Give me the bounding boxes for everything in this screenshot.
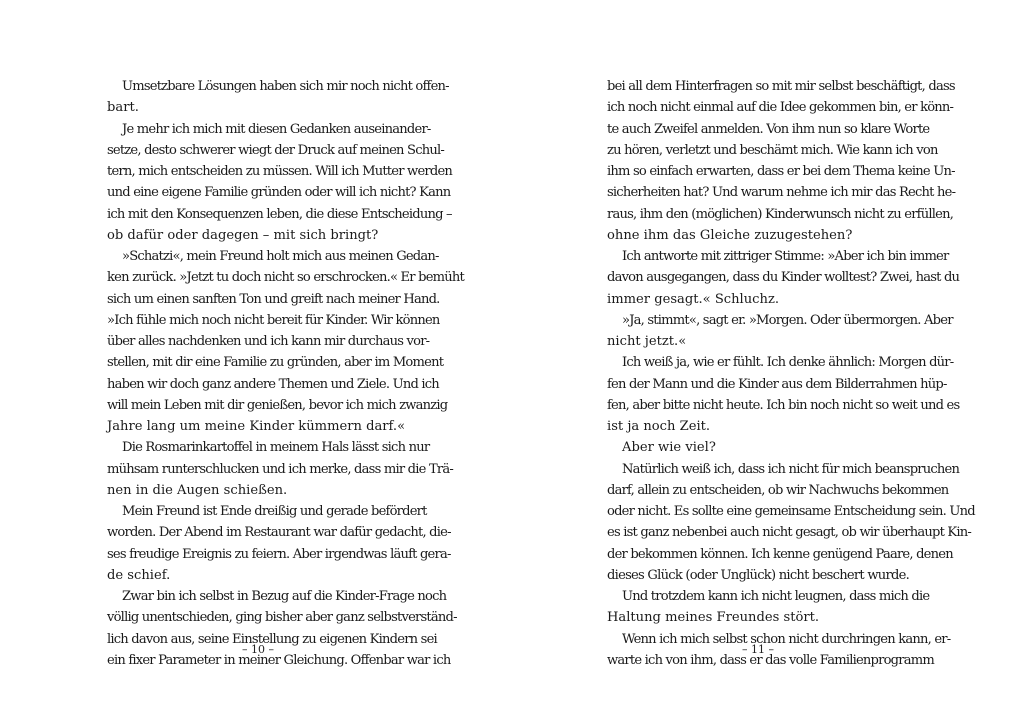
text-line: fen, aber bitte nicht heute. Ich bin noch nicht so weit und es <box>607 397 960 413</box>
text-line: tern, mich entscheiden zu müssen. Will ich Mutter werden <box>107 164 453 179</box>
text-line: te auch Zweifel anmelden. Von ihm nun so klare Worte <box>607 121 930 137</box>
text-line: »Schatzi«, mein Freund holt mich aus meinen Gedan- <box>122 249 439 264</box>
text-line: davon ausgegangen, dass du Kinder wolltest? Zwei, hast du <box>607 270 960 286</box>
text-line: ich mit den Konsequenzen leben, die diese Entscheidung – <box>107 206 452 222</box>
text-line: Wenn ich mich selbst schon nicht durchringen kann, er- <box>622 631 951 647</box>
text-line: ich noch nicht einmal auf die Idee gekommen bin, er könn- <box>607 100 954 116</box>
text-line: raus, ihm den (möglichen) Kinderwunsch nicht zu erfüllen, <box>607 206 954 222</box>
text-line: ihm so einfach erwarten, dass er bei dem Thema keine Un- <box>607 164 955 179</box>
text-line: mühsam runterschlucken und ich merke, dass mir die Trä- <box>107 461 453 477</box>
text-line: Zwar bin ich selbst in Bezug auf die Kinder-Frage noch <box>122 589 447 604</box>
text-line: lich davon aus, seine Einstellung zu eigenen Kindern sei <box>107 631 437 647</box>
text-line: sicherheiten hat? Und warum nehme ich mir das Recht he- <box>607 185 956 201</box>
text-line: nicht jetzt.« <box>607 334 687 349</box>
text-line: stellen, mit dir eine Familie zu gründen, aber im Moment <box>107 355 444 371</box>
left-page-text <box>107 76 464 671</box>
text-line: fen der Mann und die Kinder aus dem Bilderrahmen hüp- <box>607 376 947 392</box>
text-line: über alles nachdenken und ich kann mir durchaus vor- <box>107 334 430 349</box>
text-line: nen in die Augen schießen. <box>107 482 288 498</box>
text-line: sich um einen sanften Ton und greift nach meiner Hand. <box>107 291 440 307</box>
right-page-number: – 11 – <box>742 643 774 656</box>
text-line: völlig unentschieden, ging bisher aber ganz selbstverständ- <box>107 610 457 626</box>
text-line: Haltung meines Freundes stört. <box>607 610 820 626</box>
text-line: ob dafür oder dagegen – mit sich bringt? <box>107 227 379 243</box>
text-line: »Ja, stimmt«, sagt er. »Morgen. Oder übermorgen. Aber <box>622 312 953 328</box>
text-line: darf, allein zu entscheiden, ob wir Nachwuchs bekommen <box>607 482 949 498</box>
text-line: dieses Glück (oder Unglück) nicht beschert wurde. <box>607 567 910 583</box>
text-line: haben wir doch ganz andere Themen und Ziele. Und ich <box>107 376 439 392</box>
text-line: immer gesagt.« Schluchz. <box>607 291 780 307</box>
text-line: es ist ganz nebenbei auch nicht gesagt, ob wir überhaupt Kin- <box>607 525 972 541</box>
right-page-text <box>607 76 975 671</box>
text-line: Ich antworte mit zittriger Stimme: »Aber ich bin immer <box>622 249 949 264</box>
text-line: oder nicht. Es sollte eine gemeinsame Entscheidung sein. Und <box>607 504 975 519</box>
text-line: Und trotzdem kann ich nicht leugnen, dass mich die <box>622 589 930 604</box>
text-line: zu hören, verletzt und beschämt mich. Wie kann ich von <box>607 142 938 158</box>
text-line: worden. Der Abend im Restaurant war dafür gedacht, die- <box>107 525 451 541</box>
text-line: der bekommen können. Ich kenne genügend Paare, denen <box>607 546 953 562</box>
text-line: ein fixer Parameter in meiner Gleichung. Offenbar war ich <box>107 652 451 668</box>
text-line: Je mehr ich mich mit diesen Gedanken auseinander- <box>122 121 431 137</box>
text-line: Aber wie viel? <box>622 440 716 456</box>
text-line: Jahre lang um meine Kinder kümmern darf.« <box>107 419 406 434</box>
text-line: und eine eigene Familie gründen oder will ich nicht? Kann <box>107 185 451 201</box>
text-line: Umsetzbare Lösungen haben sich mir noch nicht offen- <box>122 79 449 94</box>
text-line: Ich weiß ja, wie er fühlt. Ich denke ähnlich: Morgen dür- <box>622 355 954 371</box>
text-line: ist ja noch Zeit. <box>607 419 711 434</box>
text-line: »Ich fühle mich noch nicht bereit für Kinder. Wir können <box>107 312 440 328</box>
text-line: warte ich von ihm, dass er das volle Familienprogramm <box>607 652 934 668</box>
text-line: de schief. <box>107 567 171 583</box>
text-line: ses freudige Ereignis zu feiern. Aber irgendwas läuft gera- <box>107 546 451 562</box>
right-page <box>510 0 1020 721</box>
text-line: Die Rosmarinkartoffel in meinem Hals lässt sich nur <box>122 440 430 456</box>
text-line: bei all dem Hinterfragen so mit mir selbst beschäftigt, dass <box>607 79 955 94</box>
text-line: Mein Freund ist Ende dreißig und gerade befördert <box>122 504 427 519</box>
text-line: Natürlich weiß ich, dass ich nicht für mich beanspruchen <box>622 461 960 477</box>
text-line: bart. <box>107 100 139 116</box>
text-line: setze, desto schwerer wiegt der Druck auf meinen Schul- <box>107 142 445 158</box>
text-line: will mein Leben mit dir genießen, bevor ich mich zwanzig <box>107 397 448 413</box>
left-page-number: – 10 – <box>242 643 274 656</box>
text-line: ken zurück. »Jetzt tu doch nicht so erschrocken.« Er bemüht <box>107 270 464 286</box>
text-line: ohne ihm das Gleiche zuzugestehen? <box>607 227 853 243</box>
